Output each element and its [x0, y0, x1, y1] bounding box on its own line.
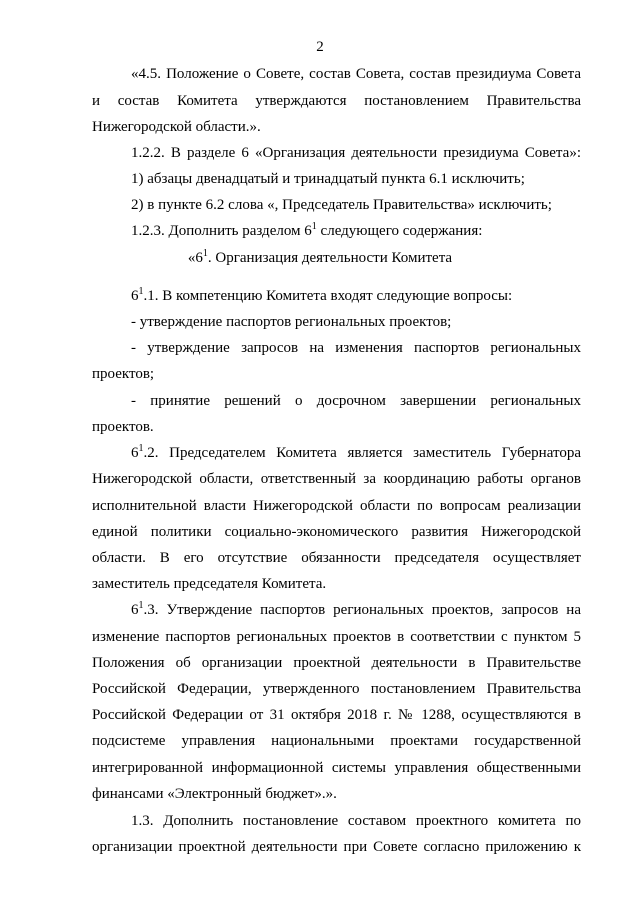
- paragraph-line: и состав Комитета утверждаются постановлением Правительства: [92, 93, 581, 109]
- paragraph-line: 1.3. Дополнить постановление составом проектного комитета по: [131, 813, 581, 829]
- paragraph-line: заместитель председателя Комитета.: [92, 576, 327, 592]
- superscript: 1: [138, 600, 144, 611]
- list-item: - принятие решений о досрочном завершении региональных: [131, 393, 581, 409]
- section-heading: «$6^1$. Организация деятельности Комитета: [187, 248, 453, 266]
- paragraph-line: организации проектной деятельности при Совете согласно приложению к: [92, 839, 581, 855]
- paragraph-line: Российской Федерации от 31 октября 2018 г. № 1288, осуществляются в: [92, 707, 581, 723]
- superscript: 1: [311, 221, 317, 232]
- paragraph-line: финансами «Электронный бюджет».».: [92, 786, 337, 802]
- paragraph-line: 1.2.3. Дополнить разделом $6^1$ следующего содержания:: [131, 221, 483, 239]
- paragraph-line: интегрированной информационной системы управления общественными: [92, 760, 581, 776]
- paragraph-line: исполнительной власти Нижегородской области по вопросам реализации: [92, 498, 581, 514]
- paragraph-line: $6^1.1$. В компетенцию Комитета входят следующие вопросы:: [131, 286, 513, 304]
- paragraph-line: $6^1.3$. Утверждение паспортов региональных проектов, запросов на: [131, 600, 581, 618]
- paragraph-line: 1.2.2. В разделе 6 «Организация деятельности президиума Совета»:: [131, 145, 581, 161]
- list-item: - утверждение запросов на изменения паспортов региональных: [131, 340, 581, 356]
- page-number: 2: [316, 39, 324, 55]
- superscript: 1: [202, 248, 208, 259]
- paragraph-line: 1) абзацы двенадцатый и тринадцатый пункта 6.1 исключить;: [131, 171, 525, 187]
- paragraph-line: Нижегородской области.».: [92, 119, 261, 135]
- paragraph-line: проектов.: [92, 419, 154, 435]
- paragraph-line: подсистеме управления национальными проектами государственной: [92, 733, 581, 749]
- paragraph-line: единой политики социально-экономического развития Нижегородской: [92, 524, 581, 540]
- superscript: 1: [138, 286, 144, 297]
- paragraph-line: проектов;: [92, 366, 155, 382]
- paragraph-line: Нижегородской области, ответственный за координацию работы органов: [92, 471, 581, 487]
- paragraph-line: «4.5. Положение о Совете, состав Совета, состав президиума Совета: [131, 66, 581, 82]
- superscript: 1: [138, 443, 144, 454]
- list-item: - утверждение паспортов региональных проектов;: [131, 314, 452, 330]
- paragraph-line: изменение паспортов региональных проектов в соответствии с пунктом 5: [92, 629, 581, 645]
- paragraph-line: области. В его отсутствие обязанности председателя осуществляет: [92, 550, 581, 566]
- paragraph-line: $6^1.2$. Председателем Комитета является заместитель Губернатора: [131, 443, 581, 461]
- paragraph-line: 2) в пункте 6.2 слова «, Председатель Правительства» исключить;: [131, 197, 552, 213]
- paragraph-line: Положения об организации проектной деятельности в Правительстве: [92, 655, 581, 671]
- paragraph-line: Российской Федерации, утвержденного постановлением Правительства: [92, 681, 581, 697]
